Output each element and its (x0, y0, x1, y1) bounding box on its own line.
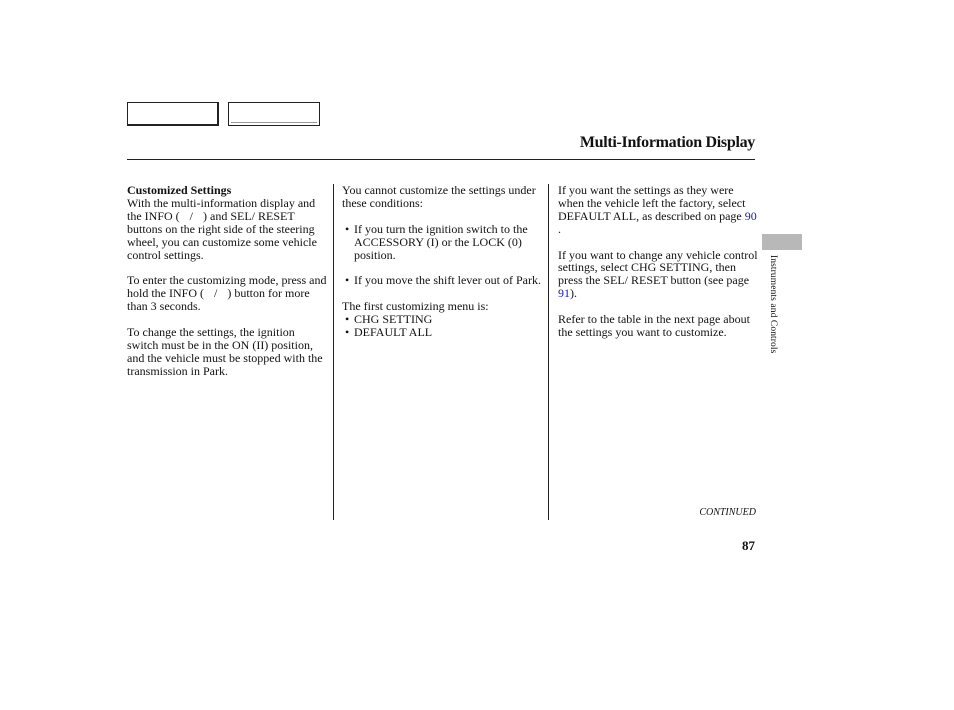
column-divider (333, 184, 334, 520)
text: If you want to change any vehicle control settings, select CHG SETTING, then press the SEL/ RESET button (see page (558, 247, 758, 288)
text: / (189, 208, 194, 223)
list-item: • DEFAULT ALL (342, 326, 542, 339)
continued-label: CONTINUED (699, 507, 756, 518)
section-heading: Customized Settings (127, 183, 232, 197)
text: / (214, 286, 218, 301)
text: With the multi-information display and the INFO ( (127, 195, 316, 223)
column-1 (127, 184, 327, 390)
paragraph-conditions: You cannot customize the settings under these conditions: (342, 183, 536, 210)
paragraph-customized-settings (127, 184, 327, 261)
paragraph-change-settings: To change the settings, the ignition switch must be in the ON (II) position, and the vehicle must be stopped with the transmission in Park. (127, 324, 323, 378)
section-side-label: Instruments and Controls (768, 255, 778, 354)
paragraph-refer-table: Refer to the table in the next page about the settings you want to customize. (558, 312, 750, 339)
paragraph-chg-setting (558, 249, 758, 301)
column-2 (342, 184, 542, 339)
paragraph-default-all (558, 184, 758, 236)
paragraph-menu-intro: The first customizing menu is: (342, 299, 489, 314)
text: To enter the customizing mode, press and hold the INFO ( (127, 273, 327, 301)
text: ). (570, 286, 577, 301)
page-number: 87 (742, 538, 755, 553)
page-link-90[interactable]: 90 (744, 208, 757, 223)
list-item: • CHG SETTING (342, 313, 542, 326)
nav-button-main-menu[interactable] (127, 102, 219, 126)
list-item: • If you turn the ignition switch to the ACCESSORY (I) or the LOCK (0) position. (342, 223, 542, 262)
column-divider (548, 184, 549, 520)
section-tab-marker (762, 234, 802, 250)
title-rule (127, 159, 755, 160)
list-item: • If you move the shift lever out of Park. (342, 274, 542, 287)
text: If you want the settings as they were when the vehicle left the factory, select DEFAULT ALL, as described on page (558, 183, 746, 223)
paragraph-enter-mode (127, 274, 327, 313)
text: . (558, 221, 561, 236)
text: ) and SEL/ RESET buttons on the right side of the steering wheel, you can customize some vehicle control settings. (127, 208, 317, 262)
nav-button-table-of-contents[interactable] (228, 102, 320, 126)
column-3 (558, 184, 758, 352)
page-link-91[interactable]: 91 (558, 286, 570, 301)
text: ) button for more than 3 seconds. (127, 286, 310, 314)
page-title: Multi-Information Display (579, 134, 755, 151)
